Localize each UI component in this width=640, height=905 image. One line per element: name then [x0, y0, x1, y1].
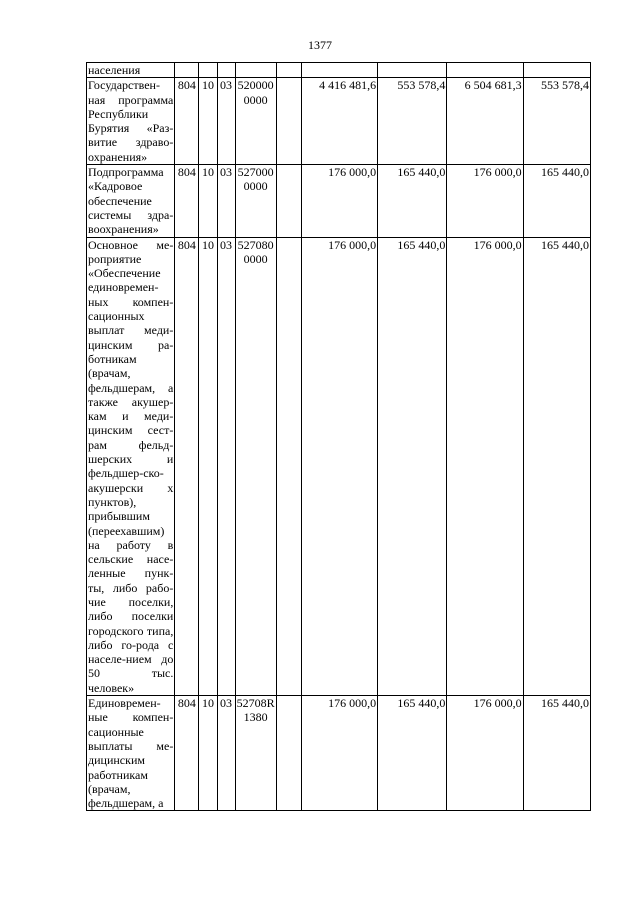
ministry-code-cell: 804	[175, 696, 199, 811]
expense-type-cell	[276, 165, 301, 237]
ministry-code-cell: 804	[175, 165, 199, 237]
amount-4-cell	[523, 63, 590, 78]
section-code-cell: 10	[199, 237, 217, 696]
amount-1-cell: 176 000,0	[301, 696, 377, 811]
amount-1-cell: 4 416 481,6	[301, 78, 377, 165]
subsection-code-cell: 03	[217, 165, 235, 237]
target-article-cell: 52708R 1380	[235, 696, 276, 811]
table-row	[87, 63, 591, 78]
section-code-cell	[199, 63, 217, 78]
table-row	[87, 237, 591, 696]
ministry-code-cell: 804	[175, 78, 199, 165]
ministry-code-cell	[175, 63, 199, 78]
expense-type-cell	[276, 63, 301, 78]
amount-4-cell: 165 440,0	[523, 237, 590, 696]
table-row	[87, 696, 591, 811]
subsection-code-cell: 03	[217, 237, 235, 696]
amount-4-cell: 165 440,0	[523, 696, 590, 811]
amount-3-cell: 176 000,0	[447, 696, 523, 811]
amount-2-cell: 165 440,0	[378, 696, 447, 811]
expense-type-cell	[276, 237, 301, 696]
amount-3-cell: 6 504 681,3	[447, 78, 523, 165]
budget-table	[86, 62, 591, 811]
target-article-cell: 527000 0000	[235, 165, 276, 237]
target-article-cell	[235, 63, 276, 78]
amount-2-cell: 165 440,0	[378, 165, 447, 237]
row-name-cell: Государствен-ная программа Республики Бурятия «Раз-витие здраво-охранения»	[88, 78, 174, 164]
target-article-cell: 527080 0000	[235, 237, 276, 696]
table-body	[87, 63, 591, 811]
table-row	[87, 78, 591, 165]
amount-3-cell: 176 000,0	[447, 237, 523, 696]
table-row	[87, 165, 591, 237]
amount-1-cell: 176 000,0	[301, 237, 377, 696]
section-code-cell: 10	[199, 696, 217, 811]
row-name-cell: населения	[87, 63, 175, 78]
subsection-code-cell: 03	[217, 696, 235, 811]
amount-4-cell: 165 440,0	[523, 165, 590, 237]
amount-3-cell: 176 000,0	[447, 165, 523, 237]
section-code-cell: 10	[199, 165, 217, 237]
amount-2-cell: 165 440,0	[378, 237, 447, 696]
row-name-cell: Единовремен-ные компен-сационные выплаты ме-дицинским работникам (врачам, фельдшерам, а	[88, 696, 174, 811]
amount-1-cell	[301, 63, 377, 78]
amount-2-cell	[378, 63, 447, 78]
amount-2-cell: 553 578,4	[378, 78, 447, 165]
expense-type-cell	[276, 696, 301, 811]
subsection-code-cell: 03	[217, 78, 235, 165]
amount-1-cell: 176 000,0	[301, 165, 377, 237]
expense-type-cell	[276, 78, 301, 165]
ministry-code-cell: 804	[175, 237, 199, 696]
page-number: 1377	[308, 38, 332, 52]
amount-3-cell	[447, 63, 523, 78]
amount-4-cell: 553 578,4	[523, 78, 590, 165]
row-name-cell: Подпрограмма «Кадровое обеспечение системы здра-воохранения»	[88, 165, 174, 237]
target-article-cell: 520000 0000	[235, 78, 276, 165]
section-code-cell: 10	[199, 78, 217, 165]
subsection-code-cell	[217, 63, 235, 78]
row-name-cell: Основное ме-роприятие «Обеспечение единовремен-ных компен-сационных выплат меди-цинским ра-ботникам (врачам, фельдшерам, а также акушер-кам и меди-цинским сест-рам фельд-шерских и фельдшер-ско-акушерски х пунктов), прибывшим (переехавшим) на работу в сельские насе-ленные пунк-ты, либо рабо-чие поселки, либо поселки городского типа, либо го-рода с населе-нием до 50 тыс. человек»	[88, 237, 174, 695]
